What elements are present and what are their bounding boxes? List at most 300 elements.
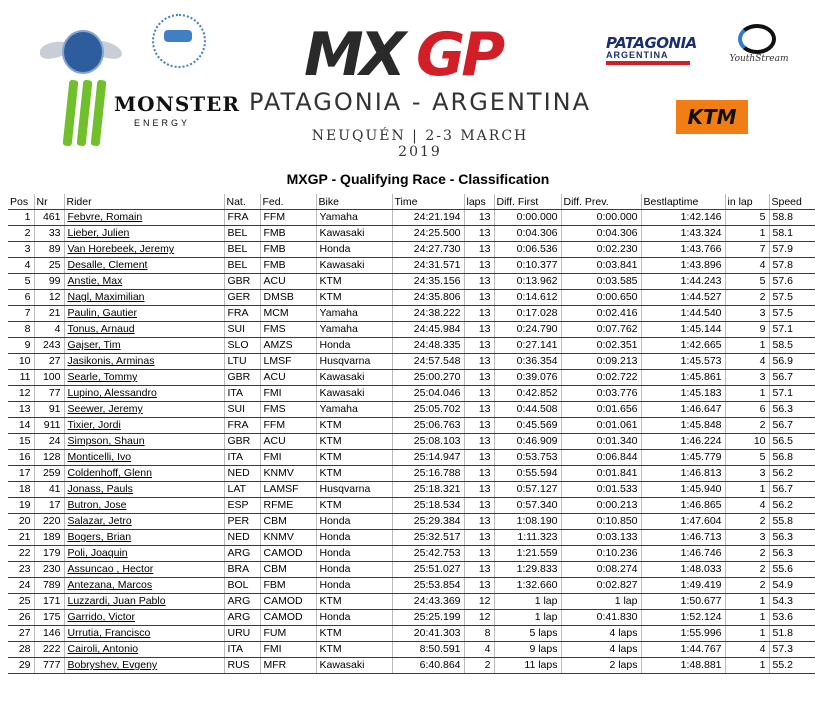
- cell-rider-number: 189: [34, 530, 64, 546]
- rider-name-link[interactable]: Antezana, Marcos: [67, 579, 153, 591]
- cell-best-lap-number: 5: [725, 274, 769, 290]
- rider-name-link[interactable]: Lieber, Julien: [67, 227, 130, 239]
- cell-nationality: ARG: [224, 610, 260, 626]
- cell-speed: 56.7: [769, 370, 815, 386]
- cell-rider-name[interactable]: [64, 322, 224, 338]
- cell-diff-first: 1:11.323: [494, 530, 561, 546]
- table-row: [8, 370, 815, 386]
- cell-federation: FMB: [260, 242, 316, 258]
- cell-speed: 56.3: [769, 546, 815, 562]
- cell-best-lap-number: 1: [725, 610, 769, 626]
- cell-bike: Husqvarna: [316, 482, 392, 498]
- cell-diff-prev: 0:02.827: [561, 578, 641, 594]
- cell-rider-number: 17: [34, 498, 64, 514]
- cell-diff-first: 0:53.753: [494, 450, 561, 466]
- cell-speed: 51.8: [769, 626, 815, 642]
- cell-best-lap-time: 1:45.144: [641, 322, 725, 338]
- rider-name-link[interactable]: Monticelli, Ivo: [67, 451, 132, 463]
- cell-rider-number: 24: [34, 434, 64, 450]
- cell-diff-prev: 0:01.533: [561, 482, 641, 498]
- column-header: Bike: [316, 194, 392, 210]
- cell-rider-name[interactable]: [64, 210, 224, 226]
- cell-nationality: BEL: [224, 258, 260, 274]
- rider-name-link[interactable]: Anstie, Max: [67, 275, 123, 287]
- table-row: [8, 306, 815, 322]
- patagonia-wordmark: PATAGONIA: [606, 34, 697, 52]
- cell-speed: 56.8: [769, 450, 815, 466]
- cell-best-lap-number: 2: [725, 418, 769, 434]
- cell-pos: 3: [8, 242, 34, 258]
- cell-bike: Yamaha: [316, 322, 392, 338]
- cell-laps: 13: [464, 514, 494, 530]
- cell-speed: 57.6: [769, 274, 815, 290]
- cell-laps: 13: [464, 402, 494, 418]
- cell-pos: 7: [8, 306, 34, 322]
- cell-federation: KNMV: [260, 530, 316, 546]
- monster-claw-icon: [63, 80, 79, 147]
- cell-best-lap-number: 5: [725, 210, 769, 226]
- cell-diff-first: 0:13.962: [494, 274, 561, 290]
- cell-laps: 2: [464, 658, 494, 674]
- cell-rider-number: 220: [34, 514, 64, 530]
- cell-diff-first: 1:32.660: [494, 578, 561, 594]
- cell-laps: 12: [464, 610, 494, 626]
- cell-diff-first: 0:45.569: [494, 418, 561, 434]
- table-row: [8, 258, 815, 274]
- cell-diff-first: 1:08.190: [494, 514, 561, 530]
- monster-energy-wordmark: ENERGY: [134, 118, 191, 128]
- cell-diff-prev: 0:09.213: [561, 354, 641, 370]
- rider-name-link[interactable]: Lupino, Alessandro: [67, 387, 157, 399]
- cell-rider-name[interactable]: [64, 578, 224, 594]
- rider-name-link[interactable]: Coldenhoff, Glenn: [67, 467, 152, 479]
- cell-rider-name[interactable]: [64, 466, 224, 482]
- cell-nationality: ITA: [224, 450, 260, 466]
- cell-rider-name[interactable]: [64, 562, 224, 578]
- rider-name-link[interactable]: Bogers, Brian: [67, 531, 132, 543]
- cell-bike: Kawasaki: [316, 258, 392, 274]
- cell-bike: Husqvarna: [316, 354, 392, 370]
- ktm-wordmark: KTM: [687, 105, 737, 129]
- cell-best-lap-time: 1:52.124: [641, 610, 725, 626]
- cell-best-lap-time: 1:46.224: [641, 434, 725, 450]
- cell-diff-first: 0:55.594: [494, 466, 561, 482]
- cell-bike: KTM: [316, 594, 392, 610]
- cell-best-lap-time: 1:46.713: [641, 530, 725, 546]
- rider-name-link[interactable]: Garrido, Victor: [67, 611, 135, 623]
- cell-race-time: 6:40.864: [392, 658, 464, 674]
- rider-name-link[interactable]: Simpson, Shaun: [67, 435, 145, 447]
- monster-claw-icon: [77, 80, 93, 147]
- cell-race-time: 24:27.730: [392, 242, 464, 258]
- cell-race-time: 25:14.947: [392, 450, 464, 466]
- cell-speed: 53.6: [769, 610, 815, 626]
- cell-race-time: 24:48.335: [392, 338, 464, 354]
- cell-rider-name[interactable]: [64, 434, 224, 450]
- cell-pos: 19: [8, 498, 34, 514]
- cell-speed: 57.5: [769, 290, 815, 306]
- table-row: [8, 226, 815, 242]
- cell-race-time: 25:00.270: [392, 370, 464, 386]
- cell-diff-first: 0:39.076: [494, 370, 561, 386]
- rider-name-link[interactable]: Gajser, Tim: [67, 339, 121, 351]
- cell-best-lap-number: 6: [725, 402, 769, 418]
- cell-best-lap-number: 1: [725, 226, 769, 242]
- cell-rider-number: 259: [34, 466, 64, 482]
- event-title: PATAGONIA - ARGENTINA: [248, 88, 592, 116]
- argentina-wordmark: ARGENTINA: [606, 50, 669, 60]
- cell-rider-number: 179: [34, 546, 64, 562]
- cell-bike: Honda: [316, 546, 392, 562]
- cell-laps: 13: [464, 274, 494, 290]
- table-row: [8, 210, 815, 226]
- rider-name-link[interactable]: Urrutia, Francisco: [67, 627, 151, 639]
- cell-nationality: ITA: [224, 386, 260, 402]
- cell-rider-name[interactable]: [64, 530, 224, 546]
- cell-best-lap-time: 1:44.540: [641, 306, 725, 322]
- rider-name-link[interactable]: Desalle, Clement: [67, 259, 148, 271]
- cell-diff-prev: 0:03.133: [561, 530, 641, 546]
- rider-name-link[interactable]: Tixier, Jordi: [67, 419, 121, 431]
- cell-diff-prev: 0:08.274: [561, 562, 641, 578]
- cell-best-lap-time: 1:48.881: [641, 658, 725, 674]
- cell-race-time: 25:53.854: [392, 578, 464, 594]
- cell-rider-name[interactable]: [64, 370, 224, 386]
- cell-rider-name[interactable]: [64, 418, 224, 434]
- cell-best-lap-time: 1:49.419: [641, 578, 725, 594]
- cell-rider-number: 461: [34, 210, 64, 226]
- cell-pos: 12: [8, 386, 34, 402]
- cell-best-lap-time: 1:46.746: [641, 546, 725, 562]
- rider-name-link[interactable]: Tonus, Arnaud: [67, 323, 135, 335]
- cell-federation: ACU: [260, 274, 316, 290]
- cell-bike: Honda: [316, 530, 392, 546]
- cell-best-lap-number: 3: [725, 530, 769, 546]
- cell-rider-number: 777: [34, 658, 64, 674]
- cell-pos: 22: [8, 546, 34, 562]
- cell-diff-first: 0:04.306: [494, 226, 561, 242]
- column-header: Nat.: [224, 194, 260, 210]
- cell-rider-number: 171: [34, 594, 64, 610]
- cell-best-lap-time: 1:45.861: [641, 370, 725, 386]
- cell-speed: 57.1: [769, 322, 815, 338]
- cell-rider-number: 77: [34, 386, 64, 402]
- cell-diff-first: 0:42.852: [494, 386, 561, 402]
- cell-nationality: BRA: [224, 562, 260, 578]
- cell-best-lap-number: 1: [725, 338, 769, 354]
- cell-bike: Kawasaki: [316, 370, 392, 386]
- column-header: in lap: [725, 194, 769, 210]
- cell-pos: 13: [8, 402, 34, 418]
- cell-best-lap-time: 1:45.183: [641, 386, 725, 402]
- cell-rider-name[interactable]: [64, 226, 224, 242]
- cell-best-lap-number: 3: [725, 466, 769, 482]
- cell-rider-number: 146: [34, 626, 64, 642]
- cell-pos: 18: [8, 482, 34, 498]
- cell-diff-prev: 4 laps: [561, 642, 641, 658]
- cell-laps: 13: [464, 370, 494, 386]
- rider-name-link[interactable]: Bobryshev, Evgeny: [67, 659, 158, 671]
- cell-rider-name[interactable]: [64, 242, 224, 258]
- camod-emblem: [164, 30, 192, 42]
- table-row: [8, 514, 815, 530]
- table-row: [8, 290, 815, 306]
- cell-best-lap-number: 1: [725, 658, 769, 674]
- cell-rider-number: 911: [34, 418, 64, 434]
- patagonia-argentina-logo: [606, 34, 702, 68]
- cell-rider-number: 230: [34, 562, 64, 578]
- rider-name-link[interactable]: Assuncao , Hector: [67, 563, 154, 575]
- rider-name-link[interactable]: Jasikonis, Arminas: [67, 355, 155, 367]
- cell-laps: 13: [464, 418, 494, 434]
- cell-race-time: 25:29.384: [392, 514, 464, 530]
- cell-diff-prev: 0:41.830: [561, 610, 641, 626]
- cell-best-lap-number: 2: [725, 578, 769, 594]
- table-row: [8, 658, 815, 674]
- cell-pos: 10: [8, 354, 34, 370]
- cell-best-lap-number: 2: [725, 562, 769, 578]
- cell-diff-first: 0:17.028: [494, 306, 561, 322]
- cell-bike: KTM: [316, 274, 392, 290]
- cell-rider-name[interactable]: [64, 338, 224, 354]
- cell-rider-number: 243: [34, 338, 64, 354]
- cell-laps: 13: [464, 578, 494, 594]
- cell-laps: 12: [464, 594, 494, 610]
- cell-rider-number: 25: [34, 258, 64, 274]
- cell-federation: FMI: [260, 386, 316, 402]
- cell-rider-name[interactable]: [64, 594, 224, 610]
- cell-nationality: ITA: [224, 642, 260, 658]
- rider-name-link[interactable]: Nagl, Maximilian: [67, 291, 145, 303]
- cell-federation: LMSF: [260, 354, 316, 370]
- table-row: [8, 562, 815, 578]
- monster-claw-icon: [91, 80, 107, 147]
- cell-pos: 2: [8, 226, 34, 242]
- cell-bike: Yamaha: [316, 306, 392, 322]
- cell-rider-name[interactable]: [64, 402, 224, 418]
- cell-rider-name[interactable]: [64, 274, 224, 290]
- cell-race-time: 20:41.303: [392, 626, 464, 642]
- cell-diff-prev: 0:02.351: [561, 338, 641, 354]
- column-header: Diff. First: [494, 194, 561, 210]
- cell-rider-name[interactable]: [64, 642, 224, 658]
- cell-diff-first: 5 laps: [494, 626, 561, 642]
- cell-diff-first: 9 laps: [494, 642, 561, 658]
- rider-name-link[interactable]: Cairoli, Antonio: [67, 643, 139, 655]
- cell-best-lap-number: 4: [725, 258, 769, 274]
- cell-race-time: 25:05.702: [392, 402, 464, 418]
- cell-best-lap-time: 1:46.813: [641, 466, 725, 482]
- cell-laps: 13: [464, 466, 494, 482]
- cell-nationality: GBR: [224, 274, 260, 290]
- cell-best-lap-time: 1:42.665: [641, 338, 725, 354]
- cell-pos: 9: [8, 338, 34, 354]
- cell-rider-number: 12: [34, 290, 64, 306]
- column-header: Pos: [8, 194, 34, 210]
- rider-name-link[interactable]: Luzzardi, Juan Pablo: [67, 595, 166, 607]
- cell-rider-name[interactable]: [64, 386, 224, 402]
- cell-rider-name[interactable]: [64, 626, 224, 642]
- cell-best-lap-time: 1:43.896: [641, 258, 725, 274]
- rider-name-link[interactable]: Salazar, Jetro: [67, 515, 132, 527]
- cell-bike: KTM: [316, 450, 392, 466]
- cell-laps: 13: [464, 450, 494, 466]
- table-row: [8, 626, 815, 642]
- column-header: Rider: [64, 194, 224, 210]
- table-row: [8, 434, 815, 450]
- cell-best-lap-time: 1:50.677: [641, 594, 725, 610]
- cell-best-lap-number: 4: [725, 354, 769, 370]
- cell-nationality: FRA: [224, 418, 260, 434]
- table-row: [8, 402, 815, 418]
- cell-rider-name[interactable]: [64, 610, 224, 626]
- youthstream-logo: [716, 24, 802, 70]
- cell-diff-prev: 0:06.844: [561, 450, 641, 466]
- cell-race-time: 25:18.534: [392, 498, 464, 514]
- cell-nationality: NED: [224, 530, 260, 546]
- cell-diff-first: 0:14.612: [494, 290, 561, 306]
- table-row: [8, 322, 815, 338]
- cell-federation: CAMOD: [260, 594, 316, 610]
- cell-nationality: ESP: [224, 498, 260, 514]
- cell-speed: 54.9: [769, 578, 815, 594]
- cell-rider-name[interactable]: [64, 546, 224, 562]
- cell-rider-name[interactable]: [64, 306, 224, 322]
- cell-rider-number: 89: [34, 242, 64, 258]
- cell-diff-prev: 0:03.776: [561, 386, 641, 402]
- cell-pos: 25: [8, 594, 34, 610]
- cell-race-time: 25:04.046: [392, 386, 464, 402]
- cell-federation: AMZS: [260, 338, 316, 354]
- cell-speed: 54.3: [769, 594, 815, 610]
- cell-pos: 15: [8, 434, 34, 450]
- cell-best-lap-number: 1: [725, 626, 769, 642]
- cell-diff-first: 1 lap: [494, 610, 561, 626]
- cell-bike: Honda: [316, 562, 392, 578]
- table-row: [8, 498, 815, 514]
- cell-best-lap-time: 1:45.573: [641, 354, 725, 370]
- cell-rider-name[interactable]: [64, 498, 224, 514]
- rider-name-link[interactable]: Van Horebeek, Jeremy: [67, 243, 175, 255]
- cell-federation: CAMOD: [260, 546, 316, 562]
- cell-nationality: BEL: [224, 242, 260, 258]
- cell-speed: 58.8: [769, 210, 815, 226]
- cell-best-lap-number: 5: [725, 450, 769, 466]
- rider-name-link[interactable]: Jonass, Pauls: [67, 483, 133, 495]
- cell-best-lap-number: 9: [725, 322, 769, 338]
- cell-laps: 13: [464, 210, 494, 226]
- cell-rider-name[interactable]: [64, 658, 224, 674]
- cell-speed: 56.7: [769, 418, 815, 434]
- cell-speed: 57.3: [769, 642, 815, 658]
- cell-rider-name[interactable]: [64, 450, 224, 466]
- cell-pos: 5: [8, 274, 34, 290]
- cell-speed: 55.6: [769, 562, 815, 578]
- cell-federation: FMS: [260, 322, 316, 338]
- cell-rider-name[interactable]: [64, 482, 224, 498]
- cell-pos: 14: [8, 418, 34, 434]
- column-header: Bestlaptime: [641, 194, 725, 210]
- cell-federation: ACU: [260, 434, 316, 450]
- column-header: Nr: [34, 194, 64, 210]
- cell-rider-number: 41: [34, 482, 64, 498]
- cell-laps: 13: [464, 546, 494, 562]
- cell-nationality: SLO: [224, 338, 260, 354]
- cell-race-time: 24:45.984: [392, 322, 464, 338]
- cell-pos: 8: [8, 322, 34, 338]
- cell-diff-prev: 0:02.230: [561, 242, 641, 258]
- cell-pos: 21: [8, 530, 34, 546]
- cell-federation: ACU: [260, 370, 316, 386]
- cell-laps: 13: [464, 354, 494, 370]
- cell-bike: Kawasaki: [316, 658, 392, 674]
- cell-diff-prev: 0:01.340: [561, 434, 641, 450]
- cell-federation: CAMOD: [260, 610, 316, 626]
- cell-diff-prev: 0:00.000: [561, 210, 641, 226]
- cell-diff-first: 0:57.127: [494, 482, 561, 498]
- cell-rider-name[interactable]: [64, 514, 224, 530]
- cell-speed: 56.7: [769, 482, 815, 498]
- cell-nationality: BEL: [224, 226, 260, 242]
- cell-race-time: 24:25.500: [392, 226, 464, 242]
- cell-bike: Honda: [316, 242, 392, 258]
- rider-name-link[interactable]: Febvre, Romain: [67, 211, 143, 223]
- cell-laps: 13: [464, 530, 494, 546]
- cell-diff-prev: 0:01.841: [561, 466, 641, 482]
- cell-bike: KTM: [316, 434, 392, 450]
- rider-name-link[interactable]: Seewer, Jeremy: [67, 403, 143, 415]
- cell-laps: 13: [464, 338, 494, 354]
- cell-best-lap-time: 1:44.243: [641, 274, 725, 290]
- table-row: [8, 546, 815, 562]
- cell-nationality: SUI: [224, 322, 260, 338]
- table-row: [8, 338, 815, 354]
- cell-pos: 1: [8, 210, 34, 226]
- cell-rider-name[interactable]: [64, 258, 224, 274]
- cell-best-lap-number: 1: [725, 482, 769, 498]
- cell-best-lap-number: 3: [725, 306, 769, 322]
- cell-bike: KTM: [316, 498, 392, 514]
- rider-name-link[interactable]: Poli, Joaquin: [67, 547, 128, 559]
- cell-best-lap-number: 2: [725, 514, 769, 530]
- cell-pos: 23: [8, 562, 34, 578]
- cell-nationality: BOL: [224, 578, 260, 594]
- cell-federation: KNMV: [260, 466, 316, 482]
- cell-bike: Honda: [316, 514, 392, 530]
- cell-rider-number: 4: [34, 322, 64, 338]
- cell-race-time: 25:16.788: [392, 466, 464, 482]
- cell-diff-first: 0:06.536: [494, 242, 561, 258]
- cell-race-time: 25:06.763: [392, 418, 464, 434]
- cell-rider-number: 128: [34, 450, 64, 466]
- cell-speed: 56.3: [769, 402, 815, 418]
- table-row: [8, 482, 815, 498]
- table-row: [8, 450, 815, 466]
- cell-federation: FUM: [260, 626, 316, 642]
- cell-federation: FMB: [260, 258, 316, 274]
- cell-best-lap-number: 1: [725, 594, 769, 610]
- rider-name-link[interactable]: Butron, Jose: [67, 499, 127, 511]
- cell-speed: 55.2: [769, 658, 815, 674]
- cell-federation: FBM: [260, 578, 316, 594]
- rider-name-link[interactable]: Paulin, Gautier: [67, 307, 137, 319]
- cell-rider-name[interactable]: [64, 290, 224, 306]
- cell-rider-name[interactable]: [64, 354, 224, 370]
- rider-name-link[interactable]: Searle, Tommy: [67, 371, 138, 383]
- cell-best-lap-number: 7: [725, 242, 769, 258]
- cell-diff-prev: 0:00.213: [561, 498, 641, 514]
- cell-laps: 13: [464, 290, 494, 306]
